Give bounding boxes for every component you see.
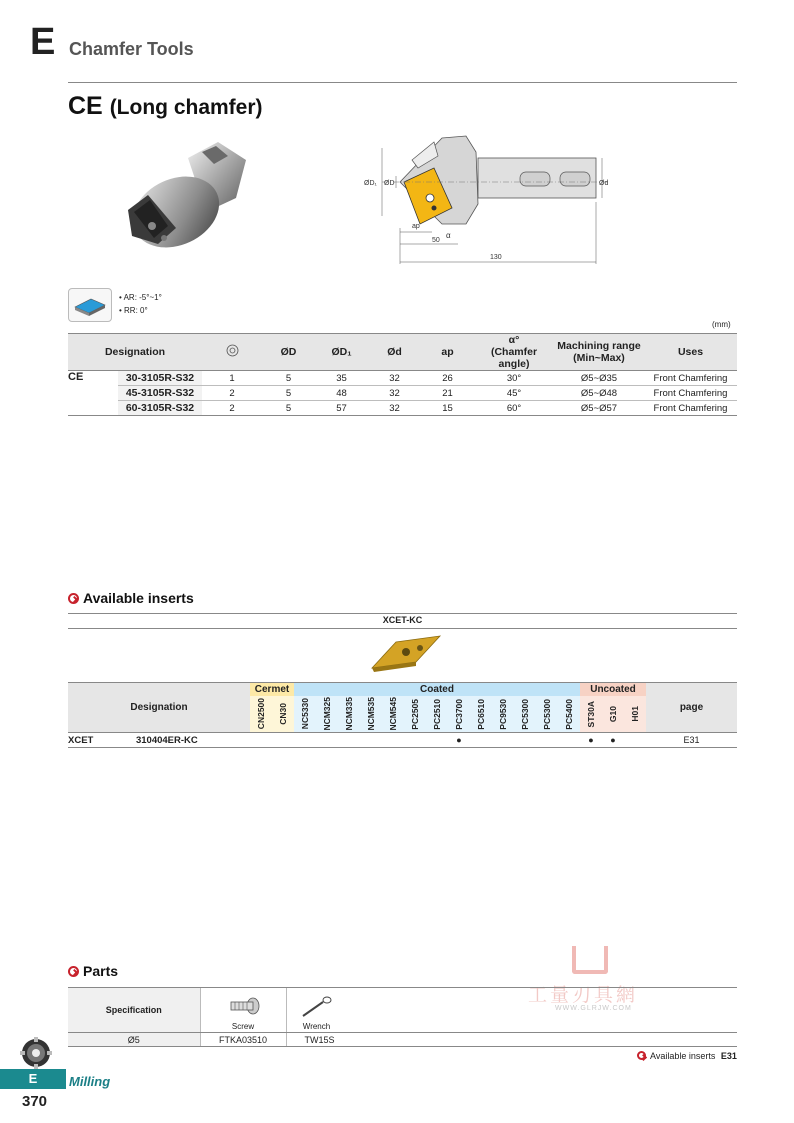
series-label: CE: [68, 371, 118, 416]
table-row: [68, 733, 737, 748]
range-cell: Ø5~Ø48: [554, 386, 644, 401]
ar-angle: • AR: -5°~1°: [119, 293, 162, 302]
unit-label: (mm): [712, 320, 731, 329]
label-shank-d: Ød: [599, 180, 609, 187]
alpha-cell: 60°: [474, 401, 554, 416]
available-inserts-heading: [68, 590, 194, 606]
grade-pc2505: PC2505: [404, 696, 426, 733]
parts-spec-value: Ø5: [68, 1033, 200, 1047]
uses-cell: Front Chamfering: [644, 386, 737, 401]
d1-cell: 35: [315, 371, 368, 386]
uses-cell: Front Chamfering: [644, 371, 737, 386]
grade-ncm325: NCM325: [316, 696, 338, 733]
parts-heading: [68, 963, 118, 979]
parts-spec-header: Specification: [68, 988, 200, 1033]
wrench-value: TW15S: [286, 1033, 737, 1047]
d1-cell: 48: [315, 386, 368, 401]
wrench-column: [286, 988, 737, 1033]
footer-link-page: E31: [720, 1051, 737, 1061]
table-row: [68, 371, 737, 386]
insert-rake-icon: [69, 289, 111, 321]
header-designation: Designation: [68, 334, 202, 371]
shank-d-cell: 32: [368, 401, 421, 416]
insert-count-cell: 2: [202, 386, 262, 401]
d-cell: 5: [262, 401, 315, 416]
parts-title: Parts: [83, 963, 119, 979]
mark-cell: [316, 733, 338, 748]
section-letter: E: [30, 21, 56, 63]
category-label: Milling: [69, 1074, 111, 1089]
grade-pc2510: PC2510: [426, 696, 448, 733]
table-row: [68, 1033, 737, 1047]
section-tab[interactable]: E: [0, 1069, 66, 1089]
insert-count-cell: 2: [202, 401, 262, 416]
header-d1: ØD₁: [315, 334, 368, 371]
header-divider: [68, 82, 737, 83]
mark-cell: [514, 733, 536, 748]
grade-ncm535: NCM535: [360, 696, 382, 733]
designation-cell: 30-3105R-S32: [118, 371, 202, 386]
group-cermet: Cermet: [250, 683, 294, 697]
header-ap: ap: [421, 334, 474, 371]
available-inserts-title: Available inserts: [83, 590, 194, 606]
mark-cell: [360, 733, 382, 748]
dim-ap: ap: [412, 223, 420, 230]
label-d1: ØD₁: [364, 180, 377, 187]
mark-cell: ●: [580, 733, 602, 748]
shank-d-cell: 32: [368, 386, 421, 401]
group-uncoated: Uncoated: [580, 683, 646, 697]
table-row: [68, 401, 737, 416]
page-number: 370: [22, 1093, 48, 1110]
grades-designation-header: Designation: [68, 683, 250, 733]
grade-ncm335: NCM335: [338, 696, 360, 733]
insert-type-label: XCET-KC: [382, 615, 423, 625]
insert-designation: 310404ER-KC: [135, 734, 198, 746]
grade-pc9530: PC9530: [492, 696, 514, 733]
parts-table: [68, 987, 737, 1047]
footer-link-text: Available inserts: [650, 1051, 716, 1061]
screw-value: FTKA03510: [200, 1033, 286, 1047]
product-title: [68, 92, 263, 121]
grade-pc5300b: PC5300: [536, 696, 558, 733]
rr-angle: • RR: 0°: [119, 306, 148, 315]
spec-table: [68, 333, 737, 416]
header-shank-d: Ød: [368, 334, 421, 371]
technical-drawing: [360, 128, 622, 266]
range-cell: Ø5~Ø35: [554, 371, 644, 386]
mark-cell: [426, 733, 448, 748]
watermark-text: 工量刃具網: [528, 984, 639, 1006]
ap-cell: 26: [421, 371, 474, 386]
mark-cell: [294, 733, 316, 748]
milling-cutter-icon: [20, 1037, 52, 1069]
mark-cell: [536, 733, 558, 748]
ap-cell: 15: [421, 401, 474, 416]
available-inserts-link[interactable]: [637, 1050, 737, 1061]
product-name: (Long chamfer): [109, 96, 263, 119]
header-d: ØD: [262, 334, 315, 371]
grade-pc3700: PC3700: [448, 696, 470, 733]
insert-count-icon: [226, 344, 239, 357]
grade-pc5400: PC5400: [558, 696, 580, 733]
header-insert-count: [202, 334, 262, 371]
dim-alpha: α: [446, 231, 451, 240]
mark-cell: [470, 733, 492, 748]
d-cell: 5: [262, 386, 315, 401]
alpha-cell: 30°: [474, 371, 554, 386]
mark-cell: [404, 733, 426, 748]
mark-cell: ●: [602, 733, 624, 748]
range-cell: Ø5~Ø57: [554, 401, 644, 416]
insert-prefix: XCET: [68, 734, 94, 746]
grade-cn30: CN30: [272, 696, 294, 733]
arrow-circle-icon: [637, 1051, 646, 1060]
mark-cell: [558, 733, 580, 748]
ap-cell: 21: [421, 386, 474, 401]
grade-st30a: ST30A: [580, 696, 602, 733]
insert-divider-bottom: [68, 628, 737, 629]
mark-cell: [250, 733, 272, 748]
insert-count-cell: 1: [202, 371, 262, 386]
grade-pc6510: PC6510: [470, 696, 492, 733]
d-cell: 5: [262, 371, 315, 386]
designation-cell: 60-3105R-S32: [118, 401, 202, 416]
grade-pc5300a: PC5300: [514, 696, 536, 733]
spec-header-row: [68, 334, 737, 371]
watermark-logo: [572, 946, 608, 974]
grade-cn2500: CN2500: [250, 696, 272, 733]
wrench-icon: [297, 996, 337, 1020]
shank-d-cell: 32: [368, 371, 421, 386]
group-coated: Coated: [294, 683, 580, 697]
alpha-cell: 45°: [474, 386, 554, 401]
grade-nc5330: NC5330: [294, 696, 316, 733]
designation-cell: 45-3105R-S32: [118, 386, 202, 401]
mark-cell: [338, 733, 360, 748]
grade-ncm545: NCM545: [382, 696, 404, 733]
watermark-url: WWW.GLRJW.COM: [555, 1005, 632, 1012]
d1-cell: 57: [315, 401, 368, 416]
insert-designation-cell: [68, 733, 250, 748]
header-alpha: α° (Chamfer angle): [474, 334, 554, 371]
label-d: ØD: [384, 180, 395, 187]
grades-page-header: page: [646, 683, 737, 733]
dim-130: 130: [490, 254, 502, 261]
product-code: CE: [68, 92, 103, 120]
insert-divider-top: [68, 613, 737, 614]
section-title: Chamfer Tools: [69, 39, 194, 59]
grade-g10: G10: [602, 696, 624, 733]
arrow-circle-icon: [68, 966, 79, 977]
mark-cell: [382, 733, 404, 748]
insert-page-cell: E31: [646, 733, 737, 748]
screw-column: [200, 988, 286, 1033]
grades-table: [68, 682, 737, 748]
grades-group-row: [68, 683, 737, 697]
mark-cell: [624, 733, 646, 748]
insert-icon-badge: [68, 288, 112, 322]
mark-cell: [272, 733, 294, 748]
mark-cell: [492, 733, 514, 748]
mark-cell: ●: [448, 733, 470, 748]
uses-cell: Front Chamfering: [644, 401, 737, 416]
grade-h01: H01: [624, 696, 646, 733]
header-uses: Uses: [644, 334, 737, 371]
insert-image: [370, 634, 442, 674]
header-range: Machining range (Min~Max): [554, 334, 644, 371]
parts-header-row: [68, 988, 737, 1033]
screw-icon: [223, 996, 263, 1020]
product-photo: [118, 140, 253, 250]
wrench-label: Wrench: [302, 1022, 331, 1031]
table-row: [68, 386, 737, 401]
arrow-circle-icon: [68, 593, 79, 604]
screw-label: Screw: [231, 1022, 255, 1031]
dim-50: 50: [432, 237, 440, 244]
